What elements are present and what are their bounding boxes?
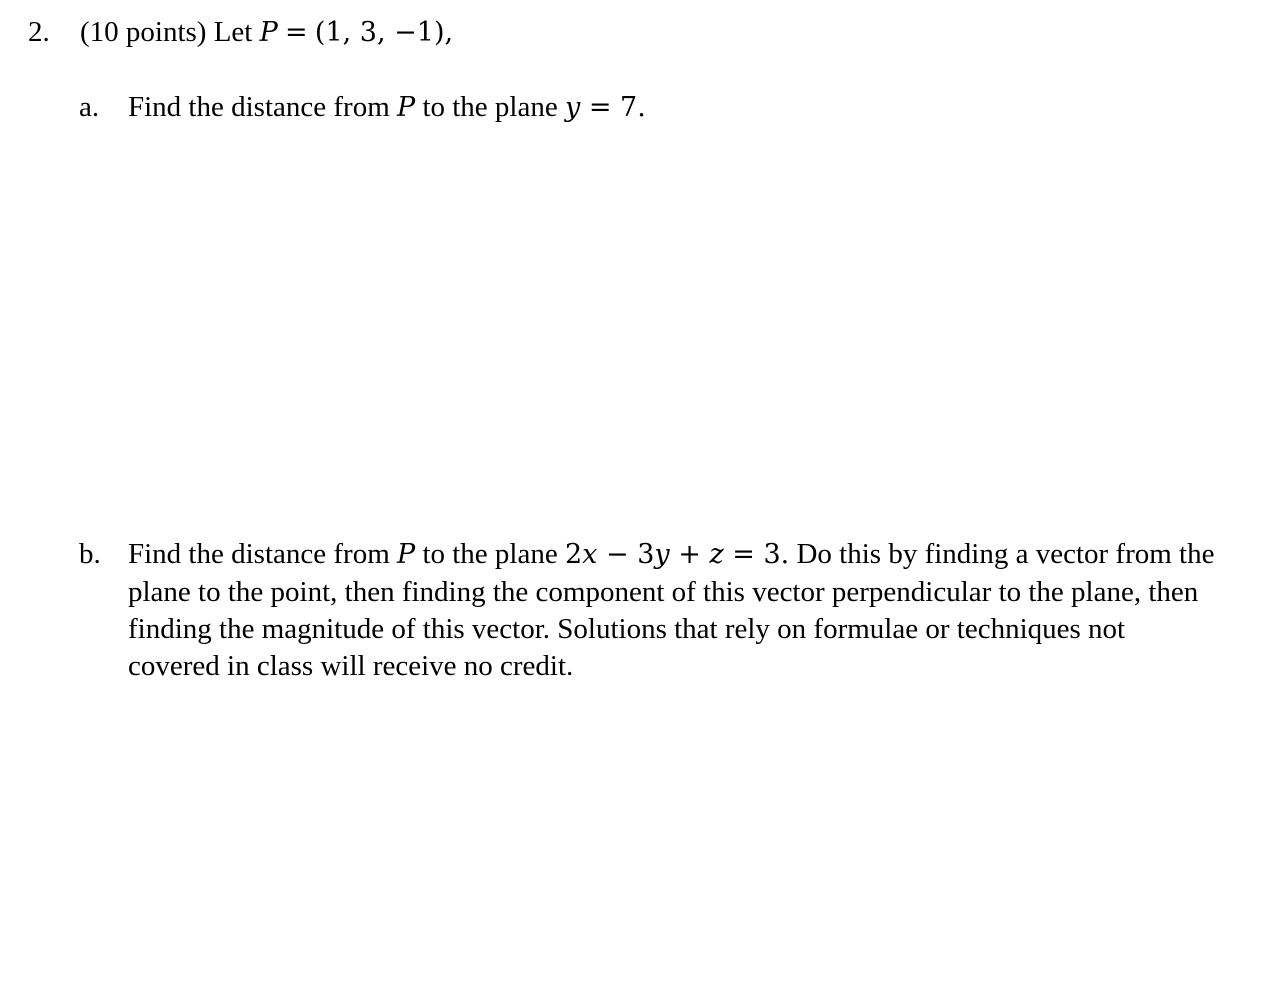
part-b-line-3: finding the magnitude of this vector. Solutions that rely on formulae or techniques not: [128, 613, 1126, 645]
equals-sign: =: [285, 17, 308, 48]
eq-var-z: z: [709, 539, 724, 570]
part-a-text-before: Find the distance from: [128, 91, 390, 123]
part-a-eq-rest: = 7.: [588, 92, 646, 123]
point-variable: P: [259, 17, 278, 48]
part-a-label: a.: [79, 91, 100, 123]
part-b-point-variable: P: [397, 539, 416, 570]
part-a-eq-variable: y: [564, 92, 581, 123]
part-a-text-mid: to the plane: [422, 91, 558, 123]
part-b-text-before: Find the distance from: [128, 538, 390, 570]
eq-var-x: x: [582, 539, 598, 570]
eq-plus: +: [669, 539, 710, 570]
question-lead: Let: [213, 16, 253, 48]
part-b-label: b.: [79, 538, 101, 570]
part-b-text-mid: to the plane: [422, 538, 558, 570]
eq-coef-y: − 3: [597, 539, 655, 570]
part-b-text-after: Do this by finding a vector from the: [796, 538, 1215, 570]
question-number: 2.: [28, 16, 50, 48]
part-b-line-4: covered in class will receive no credit.: [128, 650, 574, 682]
eq-coef-x: 2: [564, 539, 583, 570]
part-b-line-1: [128, 536, 1214, 573]
eq-var-y: y: [654, 539, 670, 570]
part-a-point-variable: P: [397, 92, 416, 123]
part-b-line-2: plane to the point, then finding the component of this vector perpendicular to the plane, then: [128, 576, 1199, 608]
part-a-plane-equation: [565, 92, 646, 123]
eq-rhs: = 3.: [723, 539, 790, 570]
part-b-plane-equation: [565, 539, 789, 570]
part-a-text: [128, 89, 646, 126]
question-points: (10 points): [80, 16, 207, 48]
question-header: [80, 14, 453, 51]
point-coordinates: (1, 3, −1),: [314, 17, 454, 48]
